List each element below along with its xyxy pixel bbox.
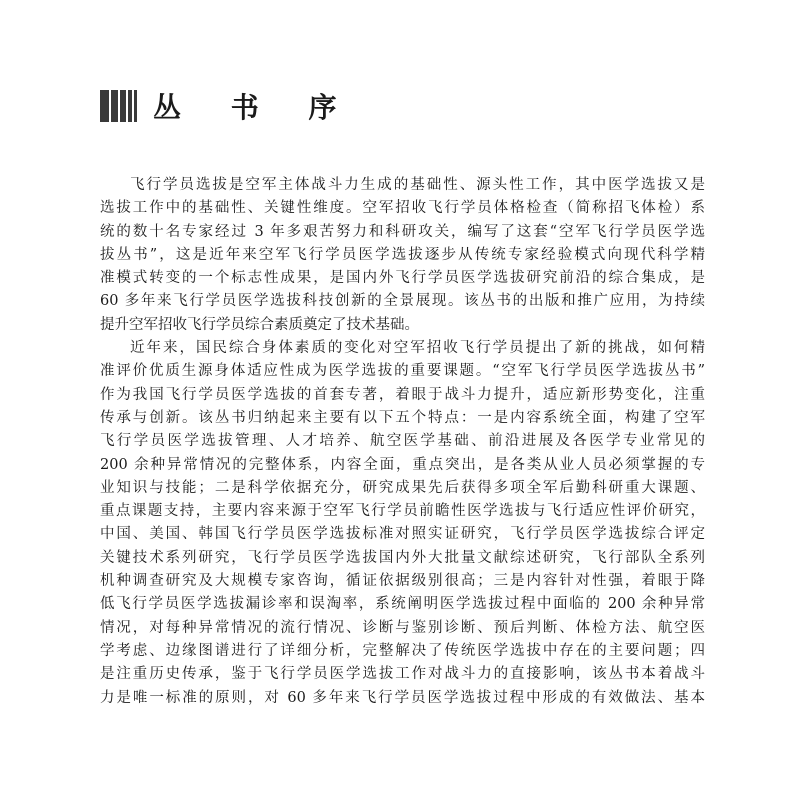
section-header <box>100 88 357 124</box>
text-line: 关键技术系列研究，飞行学员医学选拔国内外大批量文献综述研究，飞行部队全系列 <box>100 549 705 566</box>
text-line: 作为我国飞行学员医学选拔的首套专著，着眼于战斗力提升，适应新形势变化，注重 <box>100 386 705 403</box>
text-line: 200 余种异常情况的完整体系，内容全面，重点突出，是各类从业人员必须掌握的专 <box>100 456 705 473</box>
text-line: 是注重历史传承，鉴于飞行学员医学选拔工作对战斗力的直接影响，该丛书本着战斗 <box>100 666 705 683</box>
preface-body <box>100 174 705 710</box>
text-line: 近年来，国民综合身体素质的变化对空军招收飞行学员提出了新的挑战，如何精 <box>130 340 705 357</box>
text-line: 传承与创新。该丛书归纳起来主要有以下五个特点：一是内容系统全面，构建了空军 <box>100 409 705 426</box>
text-line: 统的数十名专家经过 3 年多艰苦努力和科研攻关，编写了这套“空军飞行学员医学选 <box>100 223 705 240</box>
text-line: 拔丛书”，这是近年来空军飞行学员医学选拔逐步从传统专家经验模式向现代科学精 <box>100 246 705 263</box>
text-line: 学考虑、边缘图谱进行了详细分析，完整解决了传统医学选拔中存在的主要问题；四 <box>100 642 705 659</box>
text-line: 飞行学员医学选拔管理、人才培养、航空医学基础、前沿进展及各医学专业常见的 <box>100 433 705 450</box>
page-title: 丛 书 序 <box>153 91 357 124</box>
text-line: 力是唯一标准的原则，对 60 多年来飞行学员医学选拔过程中形成的有效做法、基本 <box>100 689 705 706</box>
text-line: 60 多年来飞行学员医学选拔科技创新的全景展现。该丛书的出版和推广应用，为持续 <box>100 293 705 310</box>
text-line: 低飞行学员医学选拔漏诊率和误淘率，系统阐明医学选拔过程中面临的 200 余种异常 <box>100 596 705 613</box>
vertical-bars-icon <box>100 90 139 122</box>
text-line: 准评价优质生源身体适应性成为医学选拔的重要课题。“空军飞行学员医学选拔丛书” <box>100 363 705 380</box>
text-line: 重点课题支持，主要内容来源于空军飞行学员前瞻性医学选拔与飞行适应性评价研究， <box>100 503 705 520</box>
text-line: 中国、美国、韩国飞行学员医学选拔标准对照实证研究，飞行学员医学选拔综合评定 <box>100 526 705 543</box>
text-line: 提升空军招收飞行学员综合素质奠定了技术基础。 <box>100 316 419 333</box>
text-line: 选拔工作中的基础性、关键性维度。空军招收飞行学员体格检查（简称招飞体检）系 <box>100 200 705 217</box>
text-line: 情况，对每种异常情况的流行情况、诊断与鉴别诊断、预后判断、体检方法、航空医 <box>100 619 705 636</box>
text-line: 飞行学员选拔是空军主体战斗力生成的基础性、源头性工作，其中医学选拔又是 <box>130 177 705 193</box>
paragraph-2 <box>100 337 705 710</box>
text-line: 准模式转变的一个标志性成果，是国内外飞行学员医学选拔研究前沿的综合集成，是 <box>100 270 705 287</box>
text-line: 机种调查研究及大规模专家咨询，循证依据级别很高；三是内容针对性强，着眼于降 <box>100 573 705 590</box>
text-line: 业知识与技能；二是科学依据充分，研究成果先后获得多项全军后勤科研重大课题、 <box>100 479 705 496</box>
paragraph-1 <box>100 174 705 337</box>
